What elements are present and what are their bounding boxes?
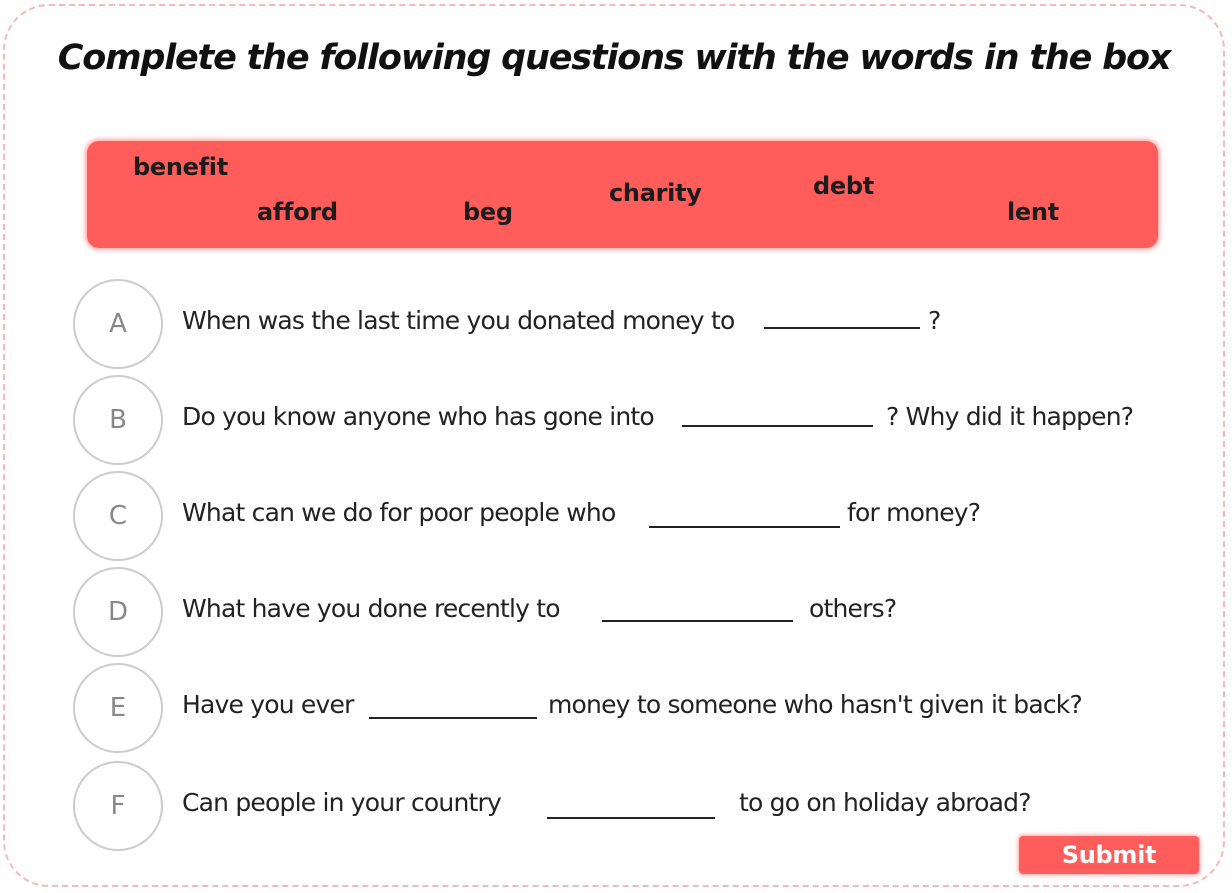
question-letter-badge: A bbox=[73, 279, 163, 369]
question-text-before: Do you know anyone who has gone into bbox=[182, 402, 654, 431]
question-text-before: What have you done recently to bbox=[182, 594, 560, 623]
question-text-after: others? bbox=[809, 594, 897, 623]
answer-blank-f[interactable] bbox=[547, 817, 715, 819]
answer-blank-a[interactable] bbox=[764, 327, 920, 329]
answer-blank-c[interactable] bbox=[649, 526, 840, 528]
exercise-title: Complete the following questions with the words in the box bbox=[57, 38, 1171, 78]
question-letter-badge: D bbox=[73, 567, 163, 657]
word-bank bbox=[87, 141, 1158, 248]
word-bank-item[interactable]: beg bbox=[463, 198, 513, 226]
question-text-after: money to someone who hasn't given it back? bbox=[548, 690, 1082, 719]
question-text-after: ? Why did it happen? bbox=[886, 402, 1134, 431]
answer-blank-b[interactable] bbox=[682, 425, 873, 427]
question-text-after: to go on holiday abroad? bbox=[739, 788, 1031, 817]
question-letter-badge: C bbox=[73, 471, 163, 561]
question-text-before: When was the last time you donated money to bbox=[182, 306, 735, 335]
exercise-frame bbox=[3, 4, 1225, 887]
question-text-before: Have you ever bbox=[182, 690, 354, 719]
question-letter-badge: B bbox=[73, 375, 163, 465]
question-letter-badge: F bbox=[73, 761, 163, 851]
word-bank-item[interactable]: charity bbox=[609, 179, 702, 207]
question-letter-badge: E bbox=[73, 663, 163, 753]
word-bank-item[interactable]: lent bbox=[1007, 198, 1059, 226]
word-bank-item[interactable]: debt bbox=[813, 172, 874, 200]
answer-blank-d[interactable] bbox=[602, 620, 793, 622]
question-text-after: ? bbox=[928, 306, 941, 335]
question-text-before: Can people in your country bbox=[182, 788, 501, 817]
submit-button[interactable]: Submit bbox=[1019, 836, 1199, 874]
answer-blank-e[interactable] bbox=[369, 717, 537, 719]
question-text-after: for money? bbox=[847, 498, 981, 527]
word-bank-item[interactable]: afford bbox=[257, 198, 338, 226]
question-text-before: What can we do for poor people who bbox=[182, 498, 616, 527]
word-bank-item[interactable]: benefit bbox=[133, 153, 228, 181]
